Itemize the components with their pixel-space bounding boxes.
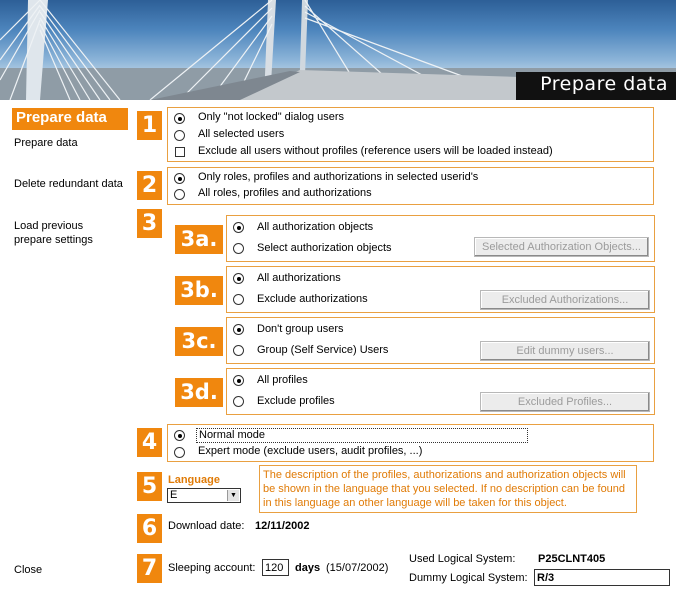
- step-3b-option-2-radio[interactable]: [233, 294, 244, 305]
- excluded-profiles-button[interactable]: Excluded Profiles...: [480, 392, 650, 412]
- download-date-value: 12/11/2002: [255, 520, 310, 532]
- step-1-option-1-label[interactable]: Only "not locked" dialog users: [198, 111, 344, 123]
- step-3c-group: [226, 317, 655, 364]
- page-title: Prepare data: [540, 73, 668, 95]
- excluded-authorizations-button[interactable]: Excluded Authorizations...: [480, 290, 650, 310]
- step-3b-option-1-label[interactable]: All authorizations: [257, 272, 341, 284]
- step-1-option-1-radio[interactable]: [174, 113, 185, 124]
- nav-item-delete-redundant-data[interactable]: Delete redundant data: [14, 178, 123, 190]
- edit-dummy-users-button[interactable]: Edit dummy users...: [480, 341, 650, 361]
- step-3a-option-2-label[interactable]: Select authorization objects: [257, 242, 392, 254]
- language-label: Language: [168, 474, 220, 486]
- step-7-badge: 7: [137, 554, 162, 583]
- step-4-group: [167, 424, 654, 462]
- step-3c-option-1-label[interactable]: Don't group users: [257, 323, 344, 335]
- dummy-logical-system-input[interactable]: R/3: [534, 569, 670, 586]
- step-3d-option-1-label[interactable]: All profiles: [257, 374, 308, 386]
- nav-item-prepare-data-active[interactable]: Prepare data: [12, 108, 128, 130]
- used-logical-system-label: Used Logical System:: [409, 553, 516, 565]
- used-logical-system-value: P25CLNT405: [538, 553, 606, 565]
- step-3d-option-2-label[interactable]: Exclude profiles: [257, 395, 335, 407]
- step-3a-option-1-radio[interactable]: [233, 222, 244, 233]
- step-3-badge: 3: [137, 209, 162, 238]
- normal-mode-label[interactable]: Normal mode: [196, 428, 528, 443]
- step-3b-option-1-radio[interactable]: [233, 273, 244, 284]
- step-3c-option-1-radio[interactable]: [233, 324, 244, 335]
- step-2-group: [167, 167, 654, 205]
- step-2-option-1-radio[interactable]: [174, 173, 185, 184]
- selected-authorization-objects-button[interactable]: Selected Authorization Objects...: [474, 237, 649, 257]
- sleeping-date: (15/07/2002): [326, 562, 389, 574]
- step-3d-option-1-radio[interactable]: [233, 375, 244, 386]
- header-banner: [0, 0, 676, 100]
- step-3a-option-1-label[interactable]: All authorization objects: [257, 221, 374, 233]
- nav-item-load-previous-settings[interactable]: Load previous prepare settings: [14, 220, 93, 246]
- step-1-badge: 1: [137, 111, 162, 140]
- step-3b-group: [226, 266, 655, 313]
- step-3b-option-2-label[interactable]: Exclude authorizations: [257, 293, 368, 305]
- step-3c-option-2-radio[interactable]: [233, 345, 244, 356]
- nav-item-close[interactable]: Close: [14, 564, 43, 576]
- step-4-badge: 4: [137, 428, 162, 457]
- language-description: The description of the profiles, authorizations and authorization objects will be shown in the language that you selected. If no description can be found in this language an other language will be taken for this object.: [259, 465, 637, 513]
- expert-mode-radio[interactable]: [174, 447, 185, 458]
- step-2-option-2-radio[interactable]: [174, 189, 185, 200]
- chevron-down-icon[interactable]: ▼: [227, 490, 239, 501]
- step-1-group: [167, 107, 654, 162]
- language-select-value: E: [170, 489, 178, 501]
- step-1-option-2-label[interactable]: All selected users: [198, 128, 285, 140]
- step-3c-option-2-label[interactable]: Group (Self Service) Users: [257, 344, 389, 356]
- exclude-users-without-profiles-checkbox[interactable]: [175, 147, 185, 157]
- days-unit: days: [295, 562, 321, 574]
- dummy-logical-system-label: Dummy Logical System:: [409, 572, 528, 584]
- step-3d-group: [226, 368, 655, 415]
- step-3a-badge: 3a.: [175, 225, 223, 254]
- download-date-label: Download date:: [168, 520, 245, 532]
- language-select[interactable]: [167, 488, 241, 503]
- step-3b-badge: 3b.: [175, 276, 223, 305]
- normal-mode-radio[interactable]: [174, 430, 185, 441]
- step-3a-group: [226, 215, 655, 262]
- step-6-badge: 6: [137, 514, 162, 543]
- nav-item-prepare-data[interactable]: Prepare data: [14, 137, 78, 149]
- step-3d-option-2-radio[interactable]: [233, 396, 244, 407]
- step-1-option-2-radio[interactable]: [174, 130, 185, 141]
- step-3a-option-2-radio[interactable]: [233, 243, 244, 254]
- step-2-option-1-label[interactable]: Only roles, profiles and authorizations in selected userid's: [198, 171, 479, 183]
- step-5-badge: 5: [137, 472, 162, 501]
- exclude-users-without-profiles-label[interactable]: Exclude all users without profiles (reference users will be loaded instead): [198, 145, 553, 157]
- step-3d-badge: 3d.: [175, 378, 223, 407]
- step-2-badge: 2: [137, 171, 162, 200]
- step-2-option-2-label[interactable]: All roles, profiles and authorizations: [198, 187, 372, 199]
- step-3c-badge: 3c.: [175, 327, 223, 356]
- sleeping-account-label: Sleeping account:: [168, 562, 256, 574]
- sleeping-days-input[interactable]: 120: [262, 559, 289, 576]
- expert-mode-label[interactable]: Expert mode (exclude users, audit profiles, ...): [198, 445, 423, 457]
